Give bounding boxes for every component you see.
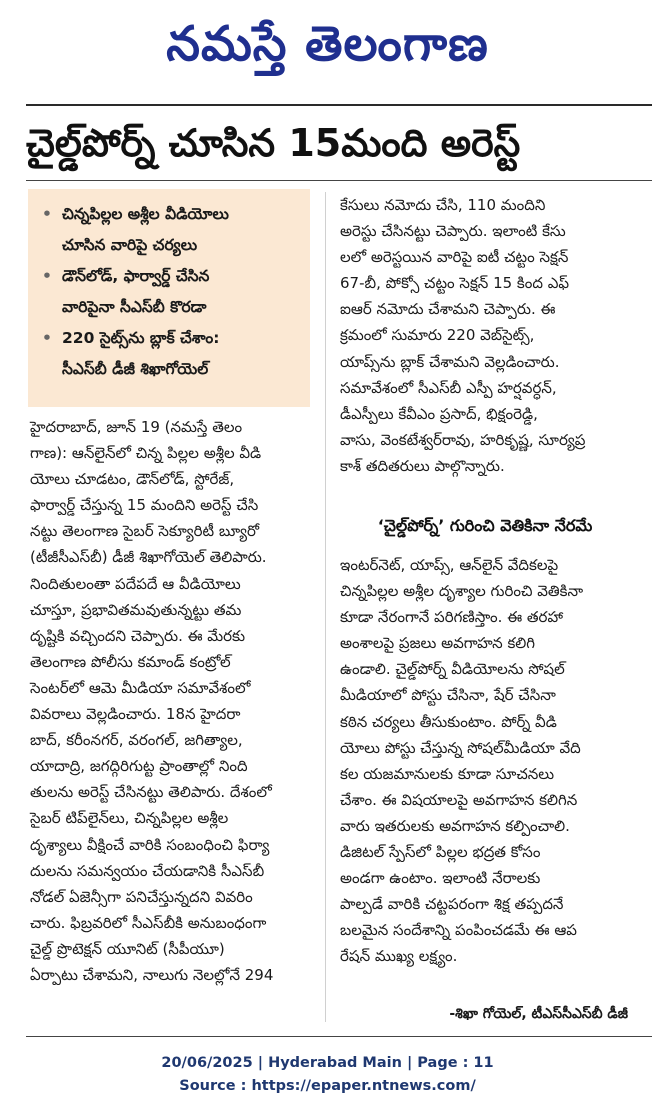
top-rule <box>26 104 652 106</box>
highlight-item <box>42 261 300 323</box>
article-headline: చైల్డ్‌పోర్న్‌ చూసిన 15మంది అరెస్ట్ <box>26 121 521 165</box>
highlight-text: 220 సైట్స్‌ను బ్లాక్ చేశాం: సీఎస్‌బీ డీజీ శిఖాగోయెల్ <box>62 329 220 378</box>
highlights-box <box>28 189 310 407</box>
masthead-logo: నమస్తే తెలంగాణ <box>166 16 489 72</box>
article-body-left-column: హైదరాబాద్, జూన్ 19 (నమస్తే తెలం గాణ): ఆన్‌లైన్‌లో చిన్న పిల్లల అశ్లీల వీడి యోలు చూడటం, డౌన్‌లోడ్, స్టోరేజ్, ఫార్వార్డ్ చేస్తున్న 15 మందిని అరెస్ట్ చేసి నట్టు తెలంగాణ సైబర్ సెక్యూరిటీ బ్యూరో (టీజీసీఎస్‌బీ) డీజీ శిఖాగోయెల్ తెలిపారు. నిందితులంతా పదేపదే ఆ వీడియోలు చూస్తూ, ప్రభావితమవుతున్నట్టు తమ దృష్టికి వచ్చిందని చెప్పారు. ఈ మేరకు తెలంగాణ పోలీసు కమాండ్ కంట్రోల్ సెంటర్‌లో ఆమె మీడియా సమావేశంలో వివరాలు వెల్లడించారు. 18న హైదరా బాద్, కరీంనగర్, వరంగల్, జగిత్యాల, యాదాద్రి, జగద్గిరిగుట్ట ప్రాంతాల్లో నింది తులను అరెస్ట్ చేసినట్టు తెలిపారు. దేశంలో సైబర్ టిప్‌లైన్‌లు, చిన్నపిల్లల అశ్లీల దృశ్యాలు వీక్షించే వారికి సంబంధించి ఫిర్యా దులను సమన్వయం చేయడానికి సీఎస్‌బీ నోడల్ ఏజెన్సీగా పనిచేస్తున్నదని వివరిం చారు. ఫిబ్రవరిలో సీఎస్‌బీకి అనుబంధంగా చైల్డ్ ప్రొటెక్షన్ యూనిట్ (సీపీయూ) ఏర్పాటు చేశామని, నాలుగు నెలల్లోనే 294 <box>30 418 274 984</box>
article-body-right-column-continued: ఇంటర్‌నెట్, యాప్స్, ఆన్‌లైన్ వేదికలపై చిన్నపిల్లల అశ్లీల దృశ్యాల గురించి వెతికినా కూడా నేరంగానే పరిగణిస్తాం. ఈ తరహా అంశాలపై ప్రజలు అవగాహన కలిగి ఉండాలి. చైల్డ్‌పోర్న్ వీడియోలను సోషల్ మీడియాలో పోస్టు చేసినా, షేర్ చేసినా కఠిన చర్యలు తీసుకుంటాం. పోర్న్ వీడి యోలు పోస్టు చేస్తున్న సోషల్‌మీడియా వేది కల యజమానులకు కూడా సూచనలు చేశాం. ఈ విషయాలపై అవగాహన కలిగిన వారు ఇతరులకు అవగాహన కల్పించాలి. డిజిటల్ స్పేస్‌లో పిల్లల భద్రత కోసం అండగా ఉంటాం. ఇలాంటి నేరాలకు పాల్పడే వారికి చట్టపరంగా శిక్ష తప్పదనే బలమైన సందేశాన్ని పంపించడమే ఈ ఆప రేషన్ ముఖ్య లక్ష్యం. <box>340 556 584 966</box>
highlight-item <box>42 199 300 261</box>
footer-date-edition: 20/06/2025 | Hyderabad Main | Page : 11 <box>161 1055 494 1071</box>
footer-source-link[interactable]: Source : https://epaper.ntnews.com/ <box>179 1078 476 1094</box>
highlight-text: చిన్నపిల్లల అశ్లీల వీడియోలు చూసిన వారిపై చర్యలు <box>62 205 229 254</box>
article-subheading: ‘చైల్డ్‌పోర్న్’ గురించి వెతికినా నేరమే <box>377 516 593 535</box>
bullet-icon: • <box>42 205 52 223</box>
bottom-rule <box>26 1036 652 1037</box>
quote-byline: -శిఖా గోయెల్, టీఎస్‌సీఎస్‌బీ డీజీ <box>449 1006 628 1022</box>
page-footer <box>0 1052 655 1098</box>
column-divider <box>325 192 326 1022</box>
highlight-text: డౌన్‌లోడ్, ఫార్వార్డ్ చేసిన వారిపైనా సీఎస్‌బీ కొరడా <box>62 267 210 316</box>
highlight-item <box>42 323 300 385</box>
article-body-right-column: కేసులు నమోదు చేసి, 110 మందిని అరెస్టు చేసినట్టు చెప్పారు. ఇలాంటి కేసు లలో అరెస్టయిన వారిపై ఐటీ చట్టం సెక్షన్ 67-బీ, పోక్సో చట్టం సెక్షన్ 15 కింద ఎఫ్ ఐఆర్ నమోదు చేశామని చెప్పారు. ఈ క్రమంలో సుమారు 220 వెబ్‌సైట్స్, యాప్స్‌ను బ్లాక్ చేశామని వెల్లడించారు. సమావేశంలో సీఎస్‌బీ ఎస్పీ హర్షవర్ధన్, డీఎస్పీలు కేవీఎం ప్రసాద్, భిక్షంరెడ్డి, వాసు, వెంకటేశ్వర్‌రావు, హరికృష్ణ, సూర్యప్ర కాశ్ తదితరులు పాల్గొన్నారు. <box>340 196 586 475</box>
headline-rule <box>26 180 652 181</box>
newspaper-masthead <box>0 0 655 100</box>
bullet-icon: • <box>42 329 52 347</box>
bullet-icon: • <box>42 267 52 285</box>
